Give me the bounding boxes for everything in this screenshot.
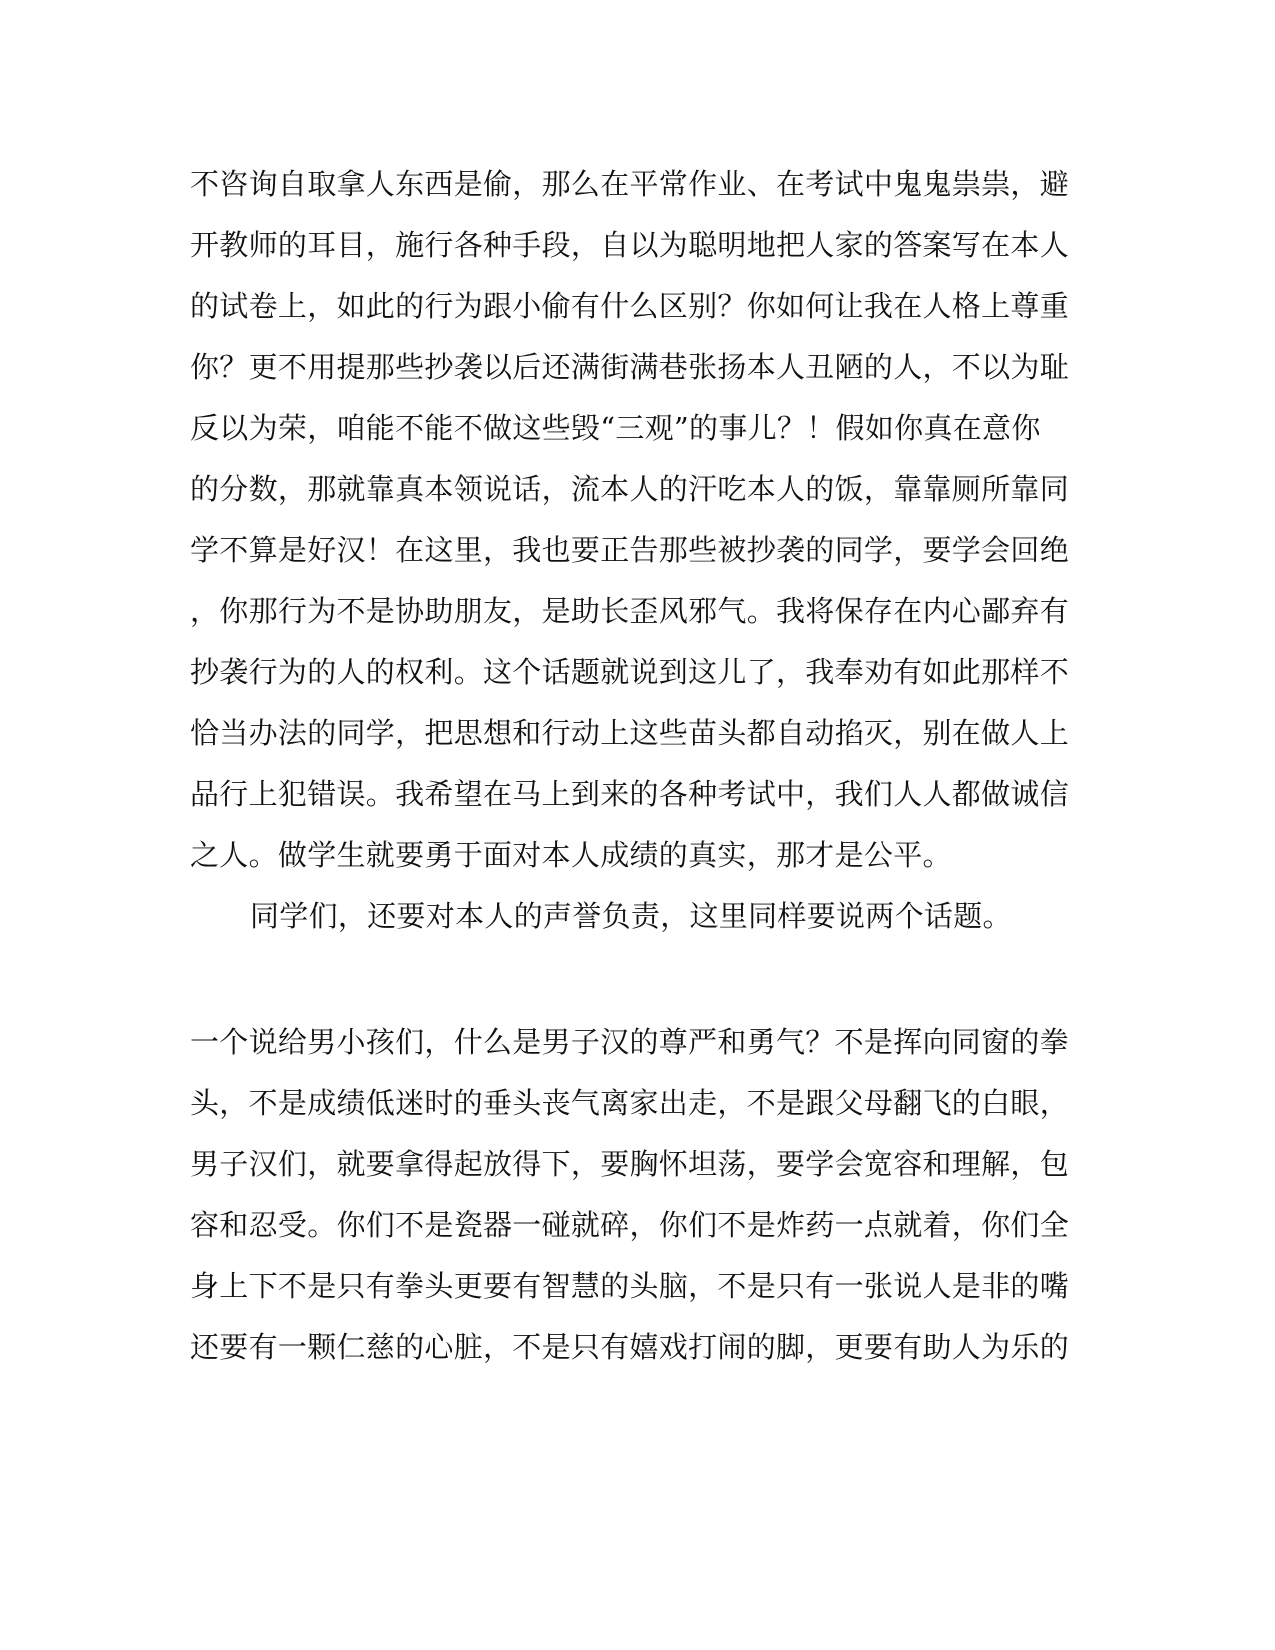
paragraph-line: 你？更不用提那些抄袭以后还满街满巷张扬本人丑陋的人，不以为耻 bbox=[190, 350, 1070, 384]
paragraph-line: 学不算是好汉！在这里，我也要正告那些被抄袭的同学，要学会回绝 bbox=[190, 533, 1070, 567]
paragraph-line: 反以为荣，咱能不能不做这些毁“三观”的事儿？！假如你真在意你 bbox=[190, 411, 1041, 445]
paragraph-line: 还要有一颗仁慈的心脏，不是只有嬉戏打闹的脚，更要有助人为乐的 bbox=[190, 1330, 1070, 1364]
paragraph-line: 容和忍受。你们不是瓷器一碰就碎，你们不是炸药一点就着，你们全 bbox=[190, 1208, 1070, 1242]
paragraph-line: 开教师的耳目，施行各种手段，自以为聪明地把人家的答案写在本人 bbox=[190, 228, 1070, 262]
paragraph-line: 抄袭行为的人的权利。这个话题就说到这儿了，我奉劝有如此那样不 bbox=[190, 655, 1070, 689]
paragraph-line: 同学们，还要对本人的声誉负责，这里同样要说两个话题。 bbox=[250, 899, 1012, 933]
paragraph-line: 男子汉们，就要拿得起放得下，要胸怀坦荡，要学会宽容和理解，包 bbox=[190, 1147, 1070, 1181]
paragraph-line: 之人。做学生就要勇于面对本人成绩的真实，那才是公平。 bbox=[190, 838, 952, 872]
paragraph-line: ，你那行为不是协助朋友，是助长歪风邪气。我将保存在内心鄙弃有 bbox=[190, 594, 1070, 628]
paragraph-line: 不咨询自取拿人东西是偷，那么在平常作业、在考试中鬼鬼祟祟，避 bbox=[190, 167, 1070, 201]
paragraph-line: 头，不是成绩低迷时的垂头丧气离家出走，不是跟父母翻飞的白眼， bbox=[190, 1086, 1070, 1120]
paragraph-line: 的试卷上，如此的行为跟小偷有什么区别？你如何让我在人格上尊重 bbox=[190, 289, 1070, 323]
paragraph-line: 恰当办法的同学，把思想和行动上这些苗头都自动掐灭，别在做人上 bbox=[190, 716, 1070, 750]
paragraph-line: 身上下不是只有拳头更要有智慧的头脑，不是只有一张说人是非的嘴 bbox=[190, 1269, 1070, 1303]
paragraph-line: 的分数，那就靠真本领说话，流本人的汗吃本人的饭，靠靠厕所靠同 bbox=[190, 472, 1070, 506]
paragraph-line: 品行上犯错误。我希望在马上到来的各种考试中，我们人人都做诚信 bbox=[190, 777, 1070, 811]
paragraph-line: 一个说给男小孩们，什么是男子汉的尊严和勇气？不是挥向同窗的拳 bbox=[190, 1025, 1070, 1059]
